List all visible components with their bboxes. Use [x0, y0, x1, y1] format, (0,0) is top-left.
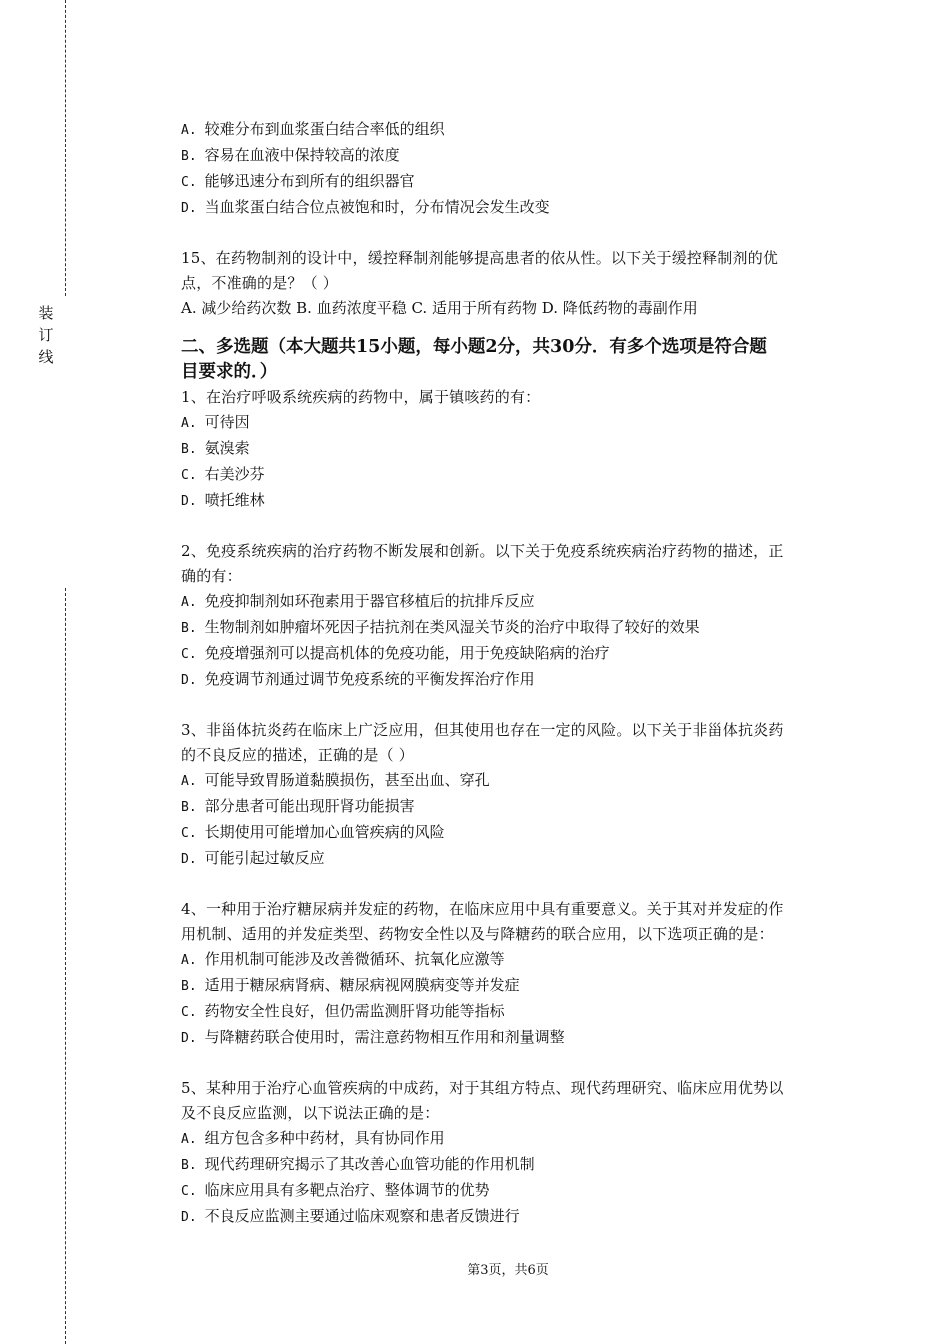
option-line: D. 免疫调节剂通过调节免疫系统的平衡发挥治疗作用	[181, 670, 535, 688]
option-line: C. 能够迅速分布到所有的组织器官	[181, 172, 415, 190]
page-footer: 第3页，共6页	[467, 1263, 549, 1278]
option-line: D. 可能引起过敏反应	[181, 849, 325, 867]
option-line: B. 现代药理研究揭示了其改善心血管功能的作用机制	[181, 1155, 535, 1173]
option-line: A. 可待因	[181, 413, 250, 431]
question-stem: 5、某种用于治疗心血管疾病的中成药，对于其组方特点、现代药理研究、临床应用优势以	[181, 1079, 784, 1097]
option-line: D. 当血浆蛋白结合位点被饱和时，分布情况会发生改变	[181, 198, 550, 216]
inline-options: A. 减少给药次数 B. 血药浓度平稳 C. 适用于所有药物 D. 降低药物的毒副作用	[181, 299, 698, 317]
option-line: A. 免疫抑制剂如环孢素用于器官移植后的抗排斥反应	[181, 592, 535, 610]
question-5	[181, 1076, 841, 1230]
binding-dashed-line-top	[65, 0, 66, 296]
option-line: B. 部分患者可能出现肝肾功能损害	[181, 797, 415, 815]
question-stem: 4、一种用于治疗糖尿病并发症的药物，在临床应用中具有重要意义。关于其对并发症的作	[181, 900, 784, 918]
question-stem: 3、非甾体抗炎药在临床上广泛应用，但其使用也存在一定的风险。以下关于非甾体抗炎药	[181, 721, 784, 739]
binding-label: 装订线	[38, 304, 54, 366]
option-line: D. 不良反应监测主要通过临床观察和患者反馈进行	[181, 1207, 520, 1225]
option-line: B. 容易在血液中保持较高的浓度	[181, 146, 400, 164]
option-line: D. 喷托维林	[181, 491, 265, 509]
question-1	[181, 385, 841, 514]
question-stem: 1、在治疗呼吸系统疾病的药物中，属于镇咳药的有：	[181, 388, 541, 406]
option-line: B. 适用于糖尿病肾病、糖尿病视网膜病变等并发症	[181, 976, 520, 994]
prev-question-options	[181, 117, 841, 221]
option-line: C. 右美沙芬	[181, 465, 265, 483]
question-stem: 用机制、适用的并发症类型、药物安全性以及与降糖药的联合应用，以下选项正确的是：	[181, 925, 774, 943]
section-title: 二、多选题（本大题共15小题，每小题2分，共30分．有多个选项是符合题 目要求的．）	[181, 337, 767, 382]
option-line: D. 与降糖药联合使用时，需注意药物相互作用和剂量调整	[181, 1028, 565, 1046]
option-line: A. 较难分布到血浆蛋白结合率低的组织	[181, 120, 445, 138]
option-line: B. 氨溴索	[181, 439, 250, 457]
question-stem: 及不良反应监测，以下说法正确的是：	[181, 1104, 440, 1122]
question-stem: 15、在药物制剂的设计中，缓控释制剂能够提高患者的依从性。以下关于缓控释制剂的优	[181, 249, 779, 267]
option-line: B. 生物制剂如肿瘤坏死因子拮抗剂在类风湿关节炎的治疗中取得了较好的效果	[181, 618, 700, 636]
question-15	[181, 246, 841, 321]
question-3	[181, 718, 841, 872]
question-stem: 的不良反应的描述，正确的是（ ）	[181, 746, 414, 764]
option-line: C. 免疫增强剂可以提高机体的免疫功能，用于免疫缺陷病的治疗	[181, 644, 610, 662]
binding-dashed-line-bottom	[65, 588, 66, 1344]
question-4	[181, 897, 841, 1051]
question-stem: 确的有：	[181, 567, 242, 585]
option-line: A. 组方包含多种中药材，具有协同作用	[181, 1129, 445, 1147]
page-content	[181, 117, 841, 1230]
question-stem: 点，不准确的是？（ ）	[181, 274, 338, 292]
option-line: A. 可能导致胃肠道黏膜损伤，甚至出血、穿孔	[181, 771, 490, 789]
question-2	[181, 539, 841, 693]
option-line: C. 药物安全性良好，但仍需监测肝肾功能等指标	[181, 1002, 505, 1020]
option-line: C. 长期使用可能增加心血管疾病的风险	[181, 823, 445, 841]
question-stem: 2、免疫系统疾病的治疗药物不断发展和创新。以下关于免疫系统疾病治疗药物的描述，正	[181, 542, 784, 560]
option-line: A. 作用机制可能涉及改善微循环、抗氧化应激等	[181, 950, 505, 968]
option-line: C. 临床应用具有多靶点治疗、整体调节的优势	[181, 1181, 490, 1199]
